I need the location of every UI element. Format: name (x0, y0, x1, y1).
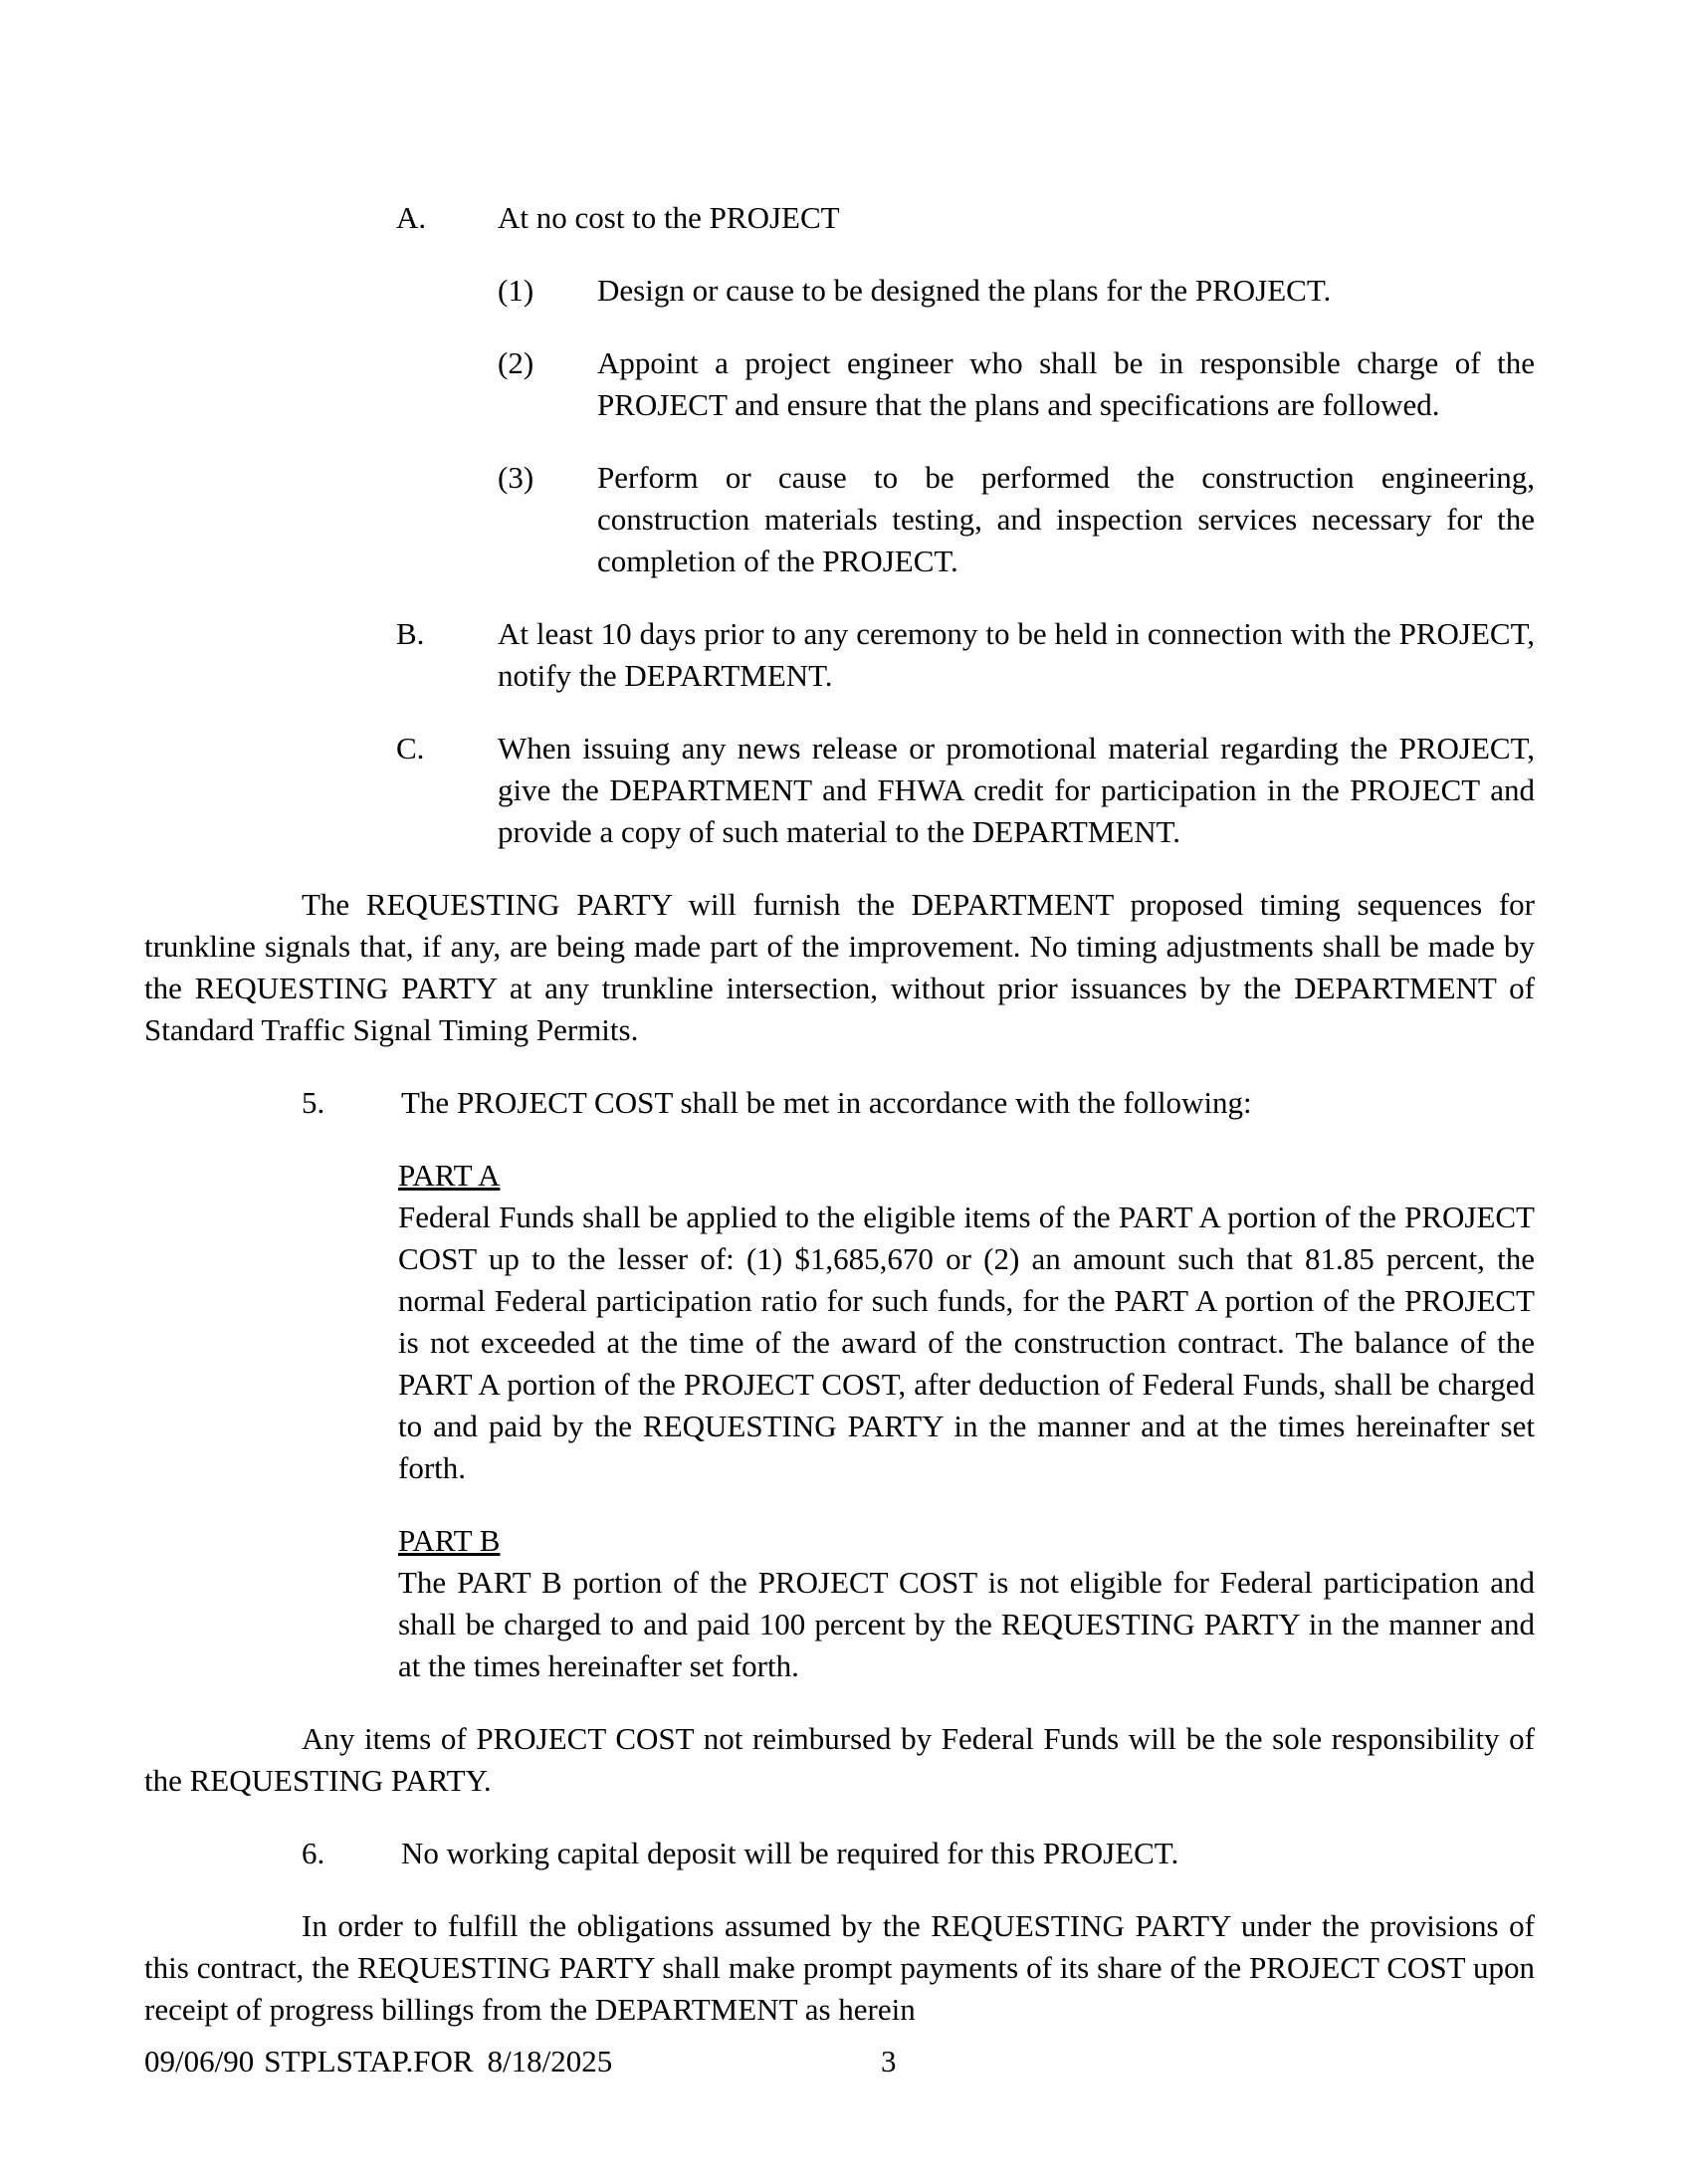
item-6-text: No working capital deposit will be required for this PROJECT. (401, 1836, 1179, 1870)
footer-date: 8/18/2025 (487, 2044, 613, 2078)
clause-a-item-2-label: (2) (498, 345, 534, 380)
part-a-text: Federal Funds shall be applied to the eligible items of the PART A portion of the PROJECT COST up to the lesser of: (1) $1,685,670 or (2) an amount such that 81.85 percent, the normal Federal participation ratio for such funds, for the PART A portion of the PROJECT is not exceeded at the time of the award of the construction contract. The balance of the PART A portion of the PROJECT COST, after deduction of Federal Funds, shall be charged to and paid by the REQUESTING PARTY in the manner and at the times hereinafter set forth. (398, 1200, 1535, 1485)
clause-c (144, 728, 1535, 853)
clause-c-text: When issuing any news release or promotional material regarding the PROJECT, give the DEPARTMENT and FHWA credit for participation in the PROJECT and provide a copy of such material to the DEPARTMENT. (498, 731, 1535, 849)
clause-c-label: C. (396, 731, 425, 765)
clause-a-item-3-text: Perform or cause to be performed the construction engineering, construction materials testing, and inspection services necessary for the completion of the PROJECT. (597, 460, 1535, 578)
clause-a (144, 197, 1535, 239)
page-footer (144, 2041, 1538, 2082)
part-a-section (144, 1155, 1535, 1489)
item-6 (144, 1833, 1535, 1874)
item-6-label: 6. (302, 1836, 325, 1870)
item-5 (144, 1082, 1535, 1124)
clause-b-label: B. (396, 616, 425, 651)
part-a-heading: PART A (398, 1158, 501, 1193)
clause-a-item-1-label: (1) (498, 273, 534, 308)
item-5-label: 5. (302, 1085, 325, 1120)
clause-a-item-1-text: Design or cause to be designed the plans for the PROJECT. (597, 273, 1332, 308)
clause-a-label: A. (396, 200, 427, 235)
clause-b-text: At least 10 days prior to any ceremony to be held in connection with the PROJECT, notify the DEPARTMENT. (498, 616, 1535, 693)
clause-a-text: At no cost to the PROJECT (498, 200, 840, 235)
part-b-heading: PART B (398, 1523, 501, 1558)
clause-b (144, 613, 1535, 697)
clause-a-item-1 (144, 270, 1535, 312)
item-5-text: The PROJECT COST shall be met in accordance with the following: (401, 1085, 1252, 1120)
paragraph-sole-responsibility: Any items of PROJECT COST not reimbursed by Federal Funds will be the sole responsibility of the REQUESTING PARTY. (144, 1721, 1535, 1798)
part-b-section (144, 1520, 1535, 1687)
footer-date-code: 09/06/90 (144, 2044, 255, 2078)
clause-a-item-2-text: Appoint a project engineer who shall be in responsible charge of the PROJECT and ensure that the plans and specifications are followed. (597, 345, 1535, 422)
page-number: 3 (881, 2044, 897, 2078)
paragraph-fulfill-obligations: In order to fulfill the obligations assumed by the REQUESTING PARTY under the provisions of this contract, the REQUESTING PARTY shall make prompt payments of its share of the PROJECT COST upon receipt of progress billings from the DEPARTMENT as herein (144, 1908, 1535, 2027)
clause-a-item-3 (144, 457, 1535, 582)
clause-a-item-3-label: (3) (498, 460, 534, 495)
part-b-text: The PART B portion of the PROJECT COST is not eligible for Federal participation and shall be charged to and paid 100 percent by the REQUESTING PARTY in the manner and at the times hereinafter set forth. (398, 1565, 1535, 1683)
paragraph-timing-sequences: The REQUESTING PARTY will furnish the DEPARTMENT proposed timing sequences for trunkline signals that, if any, are being made part of the improvement. No timing adjustments shall be made by the REQUESTING PARTY at any trunkline intersection, without prior issuances by the DEPARTMENT of Standard Traffic Signal Timing Permits. (144, 887, 1535, 1047)
footer-filename: STPLSTAP.FOR (264, 2044, 474, 2078)
clause-a-item-2 (144, 342, 1535, 426)
